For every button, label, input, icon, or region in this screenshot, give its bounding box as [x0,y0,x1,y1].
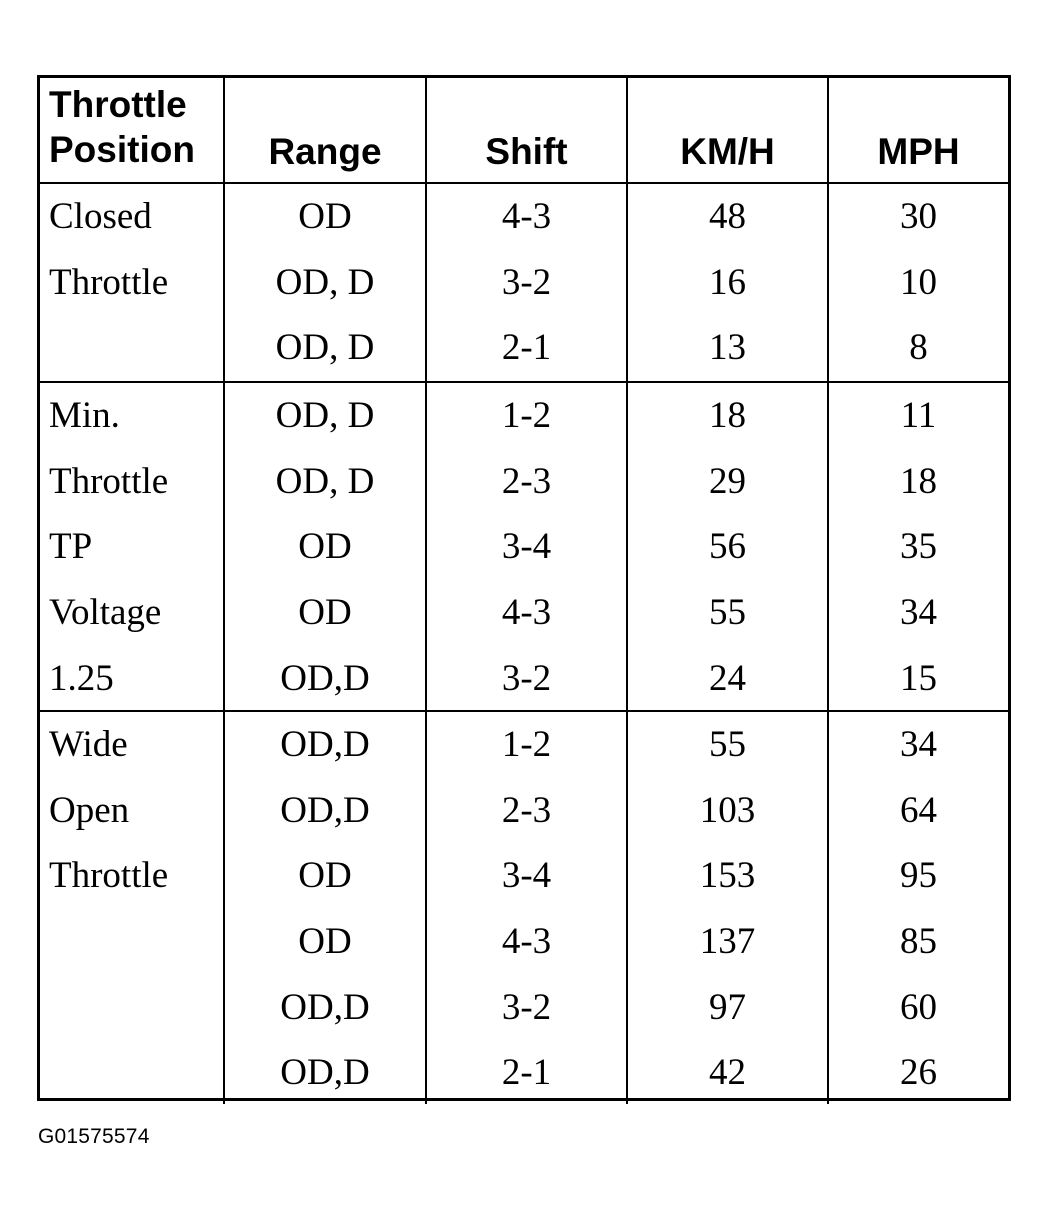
shift-value: 2-1 [501,1052,552,1094]
group-1-range-column [225,184,427,383]
group-3-mph-column [829,712,1008,1104]
mph-value: 34 [900,724,937,765]
kmh-value: 16 [709,261,746,303]
range-value: OD [298,921,352,963]
range-value: OD [298,196,352,237]
range-value: OD,D [280,1052,370,1094]
range-value: OD, D [275,261,375,303]
throttle-position-label: 1.25 [49,657,114,699]
header-kmh [628,78,829,184]
range-value: OD,D [280,789,370,831]
group-2-range-column [225,383,427,712]
throttle-position-label: Wide [49,724,128,765]
group-1-throttle-position-column [40,184,225,383]
kmh-value: 48 [709,196,746,237]
shift-value: 2-1 [501,327,552,369]
range-value: OD,D [280,724,370,765]
range-value: OD [298,526,352,568]
header-label: Range [268,131,382,172]
mph-value: 26 [900,1052,937,1094]
kmh-value: 24 [709,657,746,699]
shift-value: 4-3 [501,196,552,237]
kmh-value: 29 [709,460,746,502]
kmh-value: 103 [699,789,756,831]
shift-value: 3-2 [501,986,552,1028]
throttle-position-label: Closed [49,196,152,237]
group-2-throttle-position-column [40,383,225,712]
range-value: OD, D [275,395,375,436]
shift-value: 2-3 [501,789,552,831]
range-value: OD, D [275,327,375,369]
shift-value: 3-4 [501,855,552,897]
group-2-kmh-column [628,383,829,712]
kmh-value: 13 [709,327,746,369]
header-throttle-position [40,78,225,184]
header-label: Throttle [49,84,187,125]
mph-value: 60 [900,986,937,1028]
figure-id: G01575574 [38,1125,150,1148]
group-3-range-column [225,712,427,1104]
mph-value: 85 [900,921,937,963]
header-label: Shift [485,131,568,172]
shift-value: 3-4 [501,526,552,568]
mph-value: 64 [900,789,937,831]
shift-value: 1-2 [501,724,552,765]
kmh-value: 42 [709,1052,746,1094]
mph-value: 18 [900,460,937,502]
kmh-value: 56 [709,526,746,568]
mph-value: 15 [900,657,937,699]
kmh-value: 137 [699,921,756,963]
shift-value: 3-2 [501,657,552,699]
throttle-position-label: Min. [49,395,120,436]
group-3-shift-column [427,712,628,1104]
throttle-position-label: Throttle [49,855,169,897]
throttle-position-label: TP [49,526,93,568]
mph-value: 11 [900,395,937,436]
header-label: Position [49,129,195,170]
mph-value: 95 [900,855,937,897]
shift-speed-table [37,75,1011,1101]
mph-value: 8 [909,327,928,369]
group-1-mph-column [829,184,1008,383]
mph-value: 10 [900,261,937,303]
shift-value: 1-2 [501,395,552,436]
shift-value: 2-3 [501,460,552,502]
header-shift [427,78,628,184]
throttle-position-label: Open [49,789,130,831]
throttle-position-label: Voltage [49,592,162,634]
shift-value: 4-3 [501,921,552,963]
mph-value: 30 [900,196,937,237]
range-value: OD,D [280,986,370,1028]
group-3-throttle-position-column [40,712,225,1104]
range-value: OD [298,592,352,634]
throttle-position-label: Throttle [49,460,169,502]
header-label: MPH [877,131,960,172]
kmh-value: 97 [709,986,746,1028]
kmh-value: 55 [709,592,746,634]
shift-value: 4-3 [501,592,552,634]
header-mph [829,78,1008,184]
group-1-kmh-column [628,184,829,383]
group-3-kmh-column [628,712,829,1104]
group-1-shift-column [427,184,628,383]
range-value: OD, D [275,460,375,502]
kmh-value: 18 [709,395,746,436]
header-label: KM/H [680,131,775,172]
throttle-position-label: Throttle [49,261,169,303]
range-value: OD [298,855,352,897]
header-range [225,78,427,184]
kmh-value: 153 [699,855,756,897]
kmh-value: 55 [709,724,746,765]
mph-value: 35 [900,526,937,568]
group-2-shift-column [427,383,628,712]
group-2-mph-column [829,383,1008,712]
shift-value: 3-2 [501,261,552,303]
range-value: OD,D [280,657,370,699]
mph-value: 34 [900,592,937,634]
